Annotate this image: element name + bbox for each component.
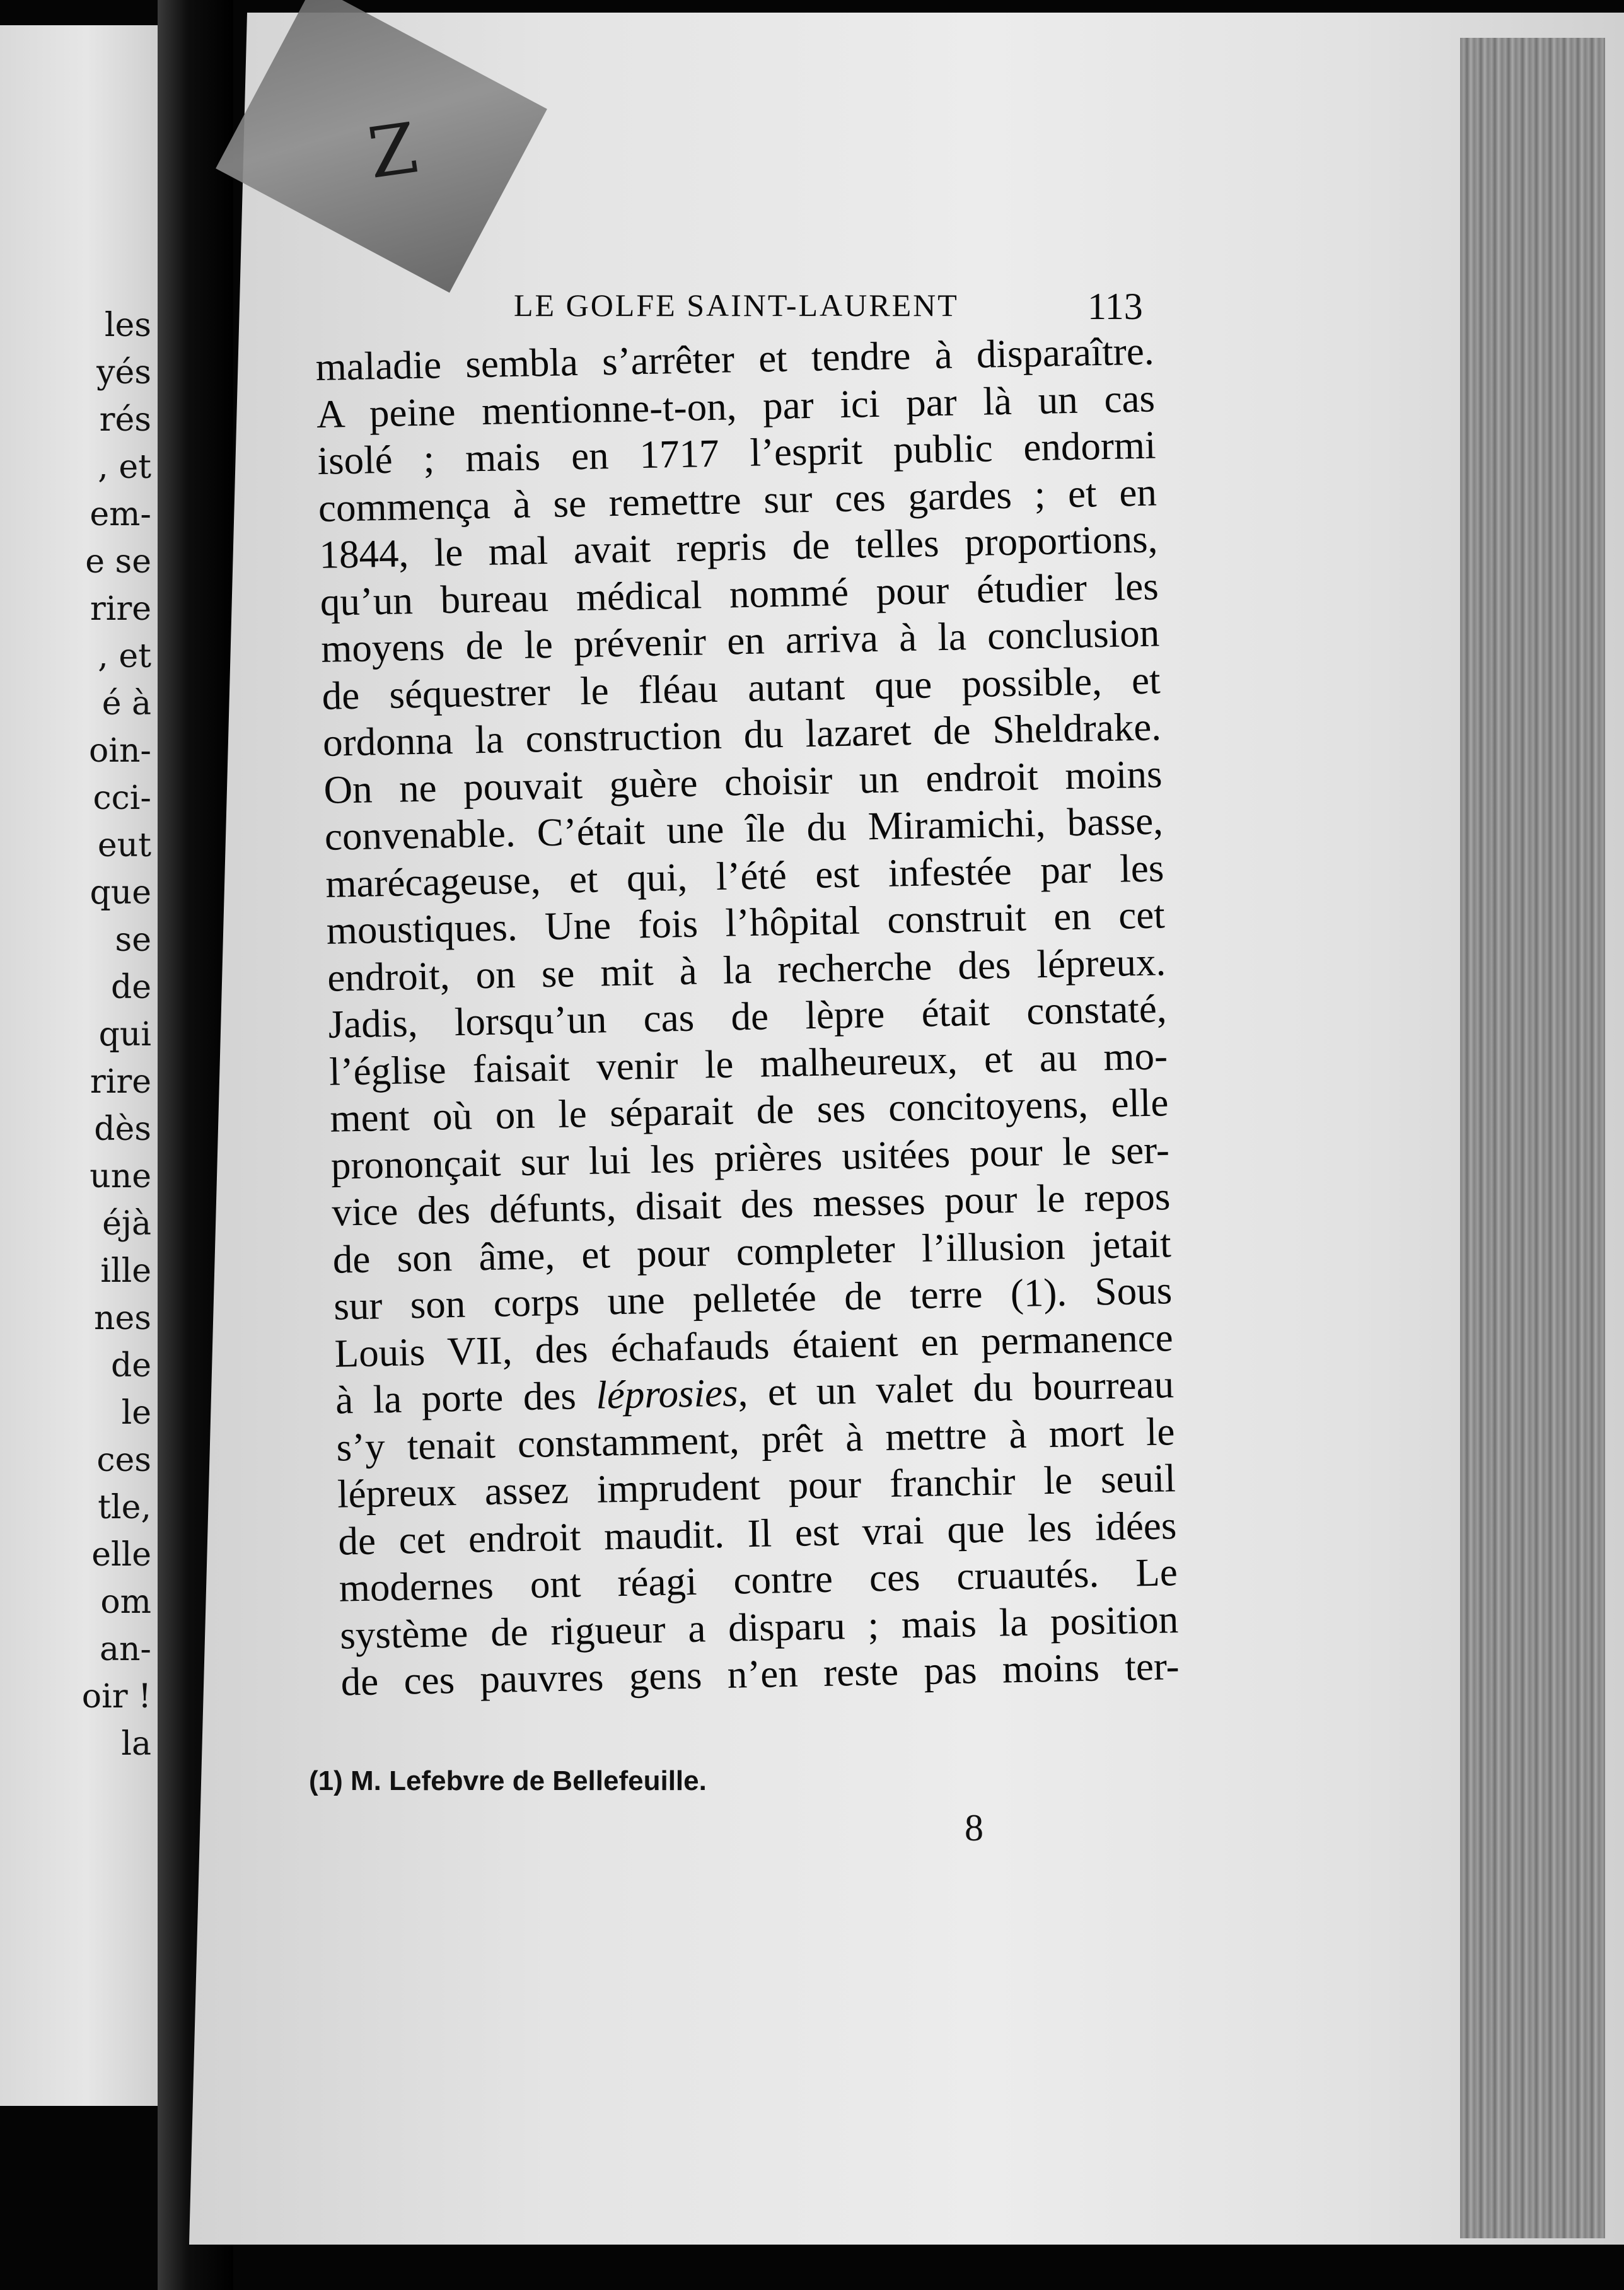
text-line: de ces pauvres gens n’en reste pas moins ter- <box>340 1644 1180 1704</box>
text-line: sur son corps une pelletée de terre (1). Sous <box>333 1268 1173 1328</box>
left-page-fragment: yés <box>96 354 151 392</box>
left-page-fragment: de <box>110 968 151 1006</box>
left-page-fragment: rire <box>90 1063 151 1101</box>
text-line: endroit, on se mit à la recherche des lépreux. <box>327 939 1166 1000</box>
text-line: 1844, le mal avait repris de telles proportions, <box>318 516 1158 577</box>
text-line: commença à se remettre sur ces gardes ; et en <box>318 469 1157 530</box>
left-page-fragment: , et <box>98 637 151 675</box>
text-line: Jadis, lorsqu’un cas de lèpre était constaté, <box>328 986 1168 1047</box>
left-page-fragment: tle, <box>98 1489 151 1526</box>
left-page-fragment: cci- <box>93 779 151 817</box>
text-line: isolé ; mais en 1717 l’esprit public endormi <box>316 422 1156 483</box>
left-page-fragment: om <box>100 1583 151 1621</box>
left-facing-page <box>0 25 158 2106</box>
left-page-fragment: ille <box>100 1252 151 1290</box>
left-page-fragment: une <box>90 1158 151 1195</box>
left-page-fragment: , et <box>98 448 151 486</box>
left-page-fragment: eut <box>97 827 151 864</box>
page-number: 113 <box>1088 286 1143 327</box>
text-line: convenable. C’était une île du Miramichi, basse, <box>324 798 1164 859</box>
text-line: de séquestrer le fléau autant que possible, et <box>322 657 1161 718</box>
left-page-fragment: la <box>121 1725 151 1763</box>
text-segment: à la porte des <box>335 1373 577 1422</box>
left-page-fragment: em- <box>90 496 151 533</box>
text-line: vice des défunts, disait des messes pour le repos <box>331 1174 1171 1235</box>
text-line: moyens de le prévenir en arriva à la conclusion <box>320 610 1160 671</box>
text-line: de son âme, et pour completer l’illusion jetait <box>332 1221 1172 1282</box>
signature-mark: 8 <box>965 1807 983 1849</box>
left-page-fragment: qui <box>98 1016 151 1054</box>
running-head: LE GOLFE SAINT-LAURENT <box>514 288 959 323</box>
text-line: marécageuse, et qui, l’été est infestée par les <box>325 845 1164 906</box>
left-page-fragment: de <box>110 1347 151 1385</box>
text-line: On ne pouvait guère choisir un endroit moins <box>323 751 1163 812</box>
left-page-fragment: an- <box>99 1630 151 1668</box>
left-page-fragment: oir ! <box>81 1678 151 1716</box>
left-page-fragment: rés <box>99 401 151 439</box>
left-page-fragment: se <box>115 921 151 959</box>
text-line: s’y tenait constamment, prêt à mettre à mort le <box>335 1409 1176 1470</box>
left-page-fragment: e se <box>85 543 151 581</box>
text-segment: , et un valet du bourreau <box>737 1362 1174 1415</box>
text-line: maladie sembla s’arrêter et tendre à disparaître. <box>315 328 1155 389</box>
left-page-fragment: elle <box>91 1536 151 1574</box>
body-text <box>315 327 1180 1706</box>
text-line: A peine mentionne-t-on, par ici par là un cas <box>316 375 1156 436</box>
left-page-fragment: oin- <box>89 732 151 770</box>
left-page-fragment: nes <box>94 1299 151 1337</box>
left-page-fragment: que <box>90 874 151 912</box>
italic-word: léprosies <box>595 1370 739 1417</box>
text-line: modernes ont réagi contre ces cruautés. Le <box>339 1550 1178 1610</box>
text-line: moustiques. Une fois l’hôpital construit en cet <box>326 892 1166 953</box>
left-page-fragment: ces <box>96 1441 151 1479</box>
left-page-fragment: dès <box>94 1110 151 1148</box>
text-line: lépreux assez imprudent pour franchir le seuil <box>337 1456 1176 1516</box>
text-line: Louis VII, des échafauds étaient en permanence <box>334 1315 1174 1376</box>
tape-mark: Z <box>363 107 422 194</box>
left-page-fragment: les <box>104 306 151 344</box>
text-line: ment où on le séparait de ses concitoyens, elle <box>329 1080 1169 1141</box>
page-edges <box>1460 38 1605 2238</box>
text-line: de cet endroit maudit. Il est vrai que les idées <box>337 1502 1177 1564</box>
text-line: ordonna la construction du lazaret de Sheldrake. <box>322 704 1162 765</box>
left-page-fragment: rire <box>90 590 151 628</box>
text-line: l’église faisait venir le malheureux, et au mo- <box>328 1033 1168 1094</box>
left-page-fragment: le <box>121 1394 151 1432</box>
text-line: prononçait sur lui les prières usitées pour le ser- <box>330 1127 1170 1188</box>
left-page-fragment: é à <box>102 685 151 723</box>
text-line: système de rigueur a disparu ; mais la position <box>339 1596 1179 1658</box>
left-page-fragment: éjà <box>102 1205 151 1243</box>
text-line: qu’un bureau médical nommé pour étudier les <box>320 563 1159 624</box>
footnote: (1) M. Lefebvre de Bellefeuille. <box>309 1765 707 1796</box>
